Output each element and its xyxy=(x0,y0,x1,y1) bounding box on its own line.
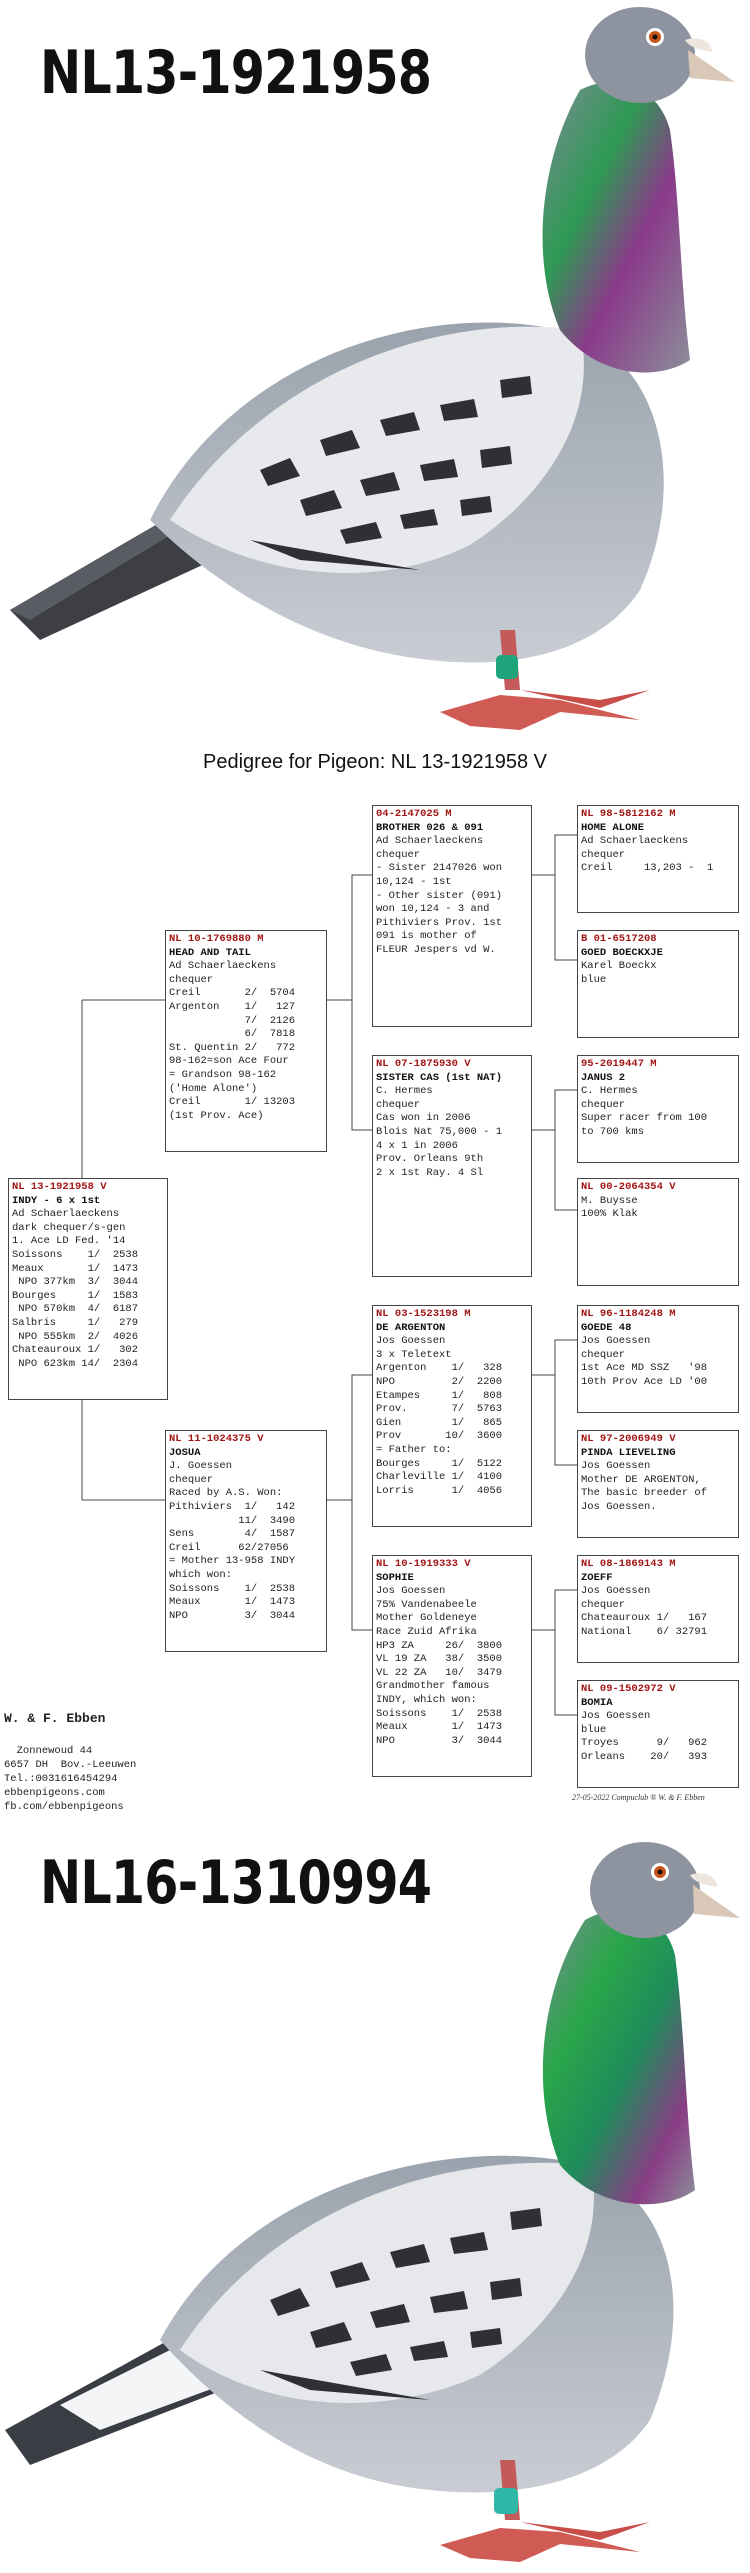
sire-dam-ring-number: NL 07-1875930 V xyxy=(376,1058,471,1070)
subject-name: INDY - 6 x 1st xyxy=(12,1194,101,1207)
pedigree-box-sire-sire xyxy=(372,805,532,1027)
pedigree-box-sdd xyxy=(577,1178,739,1286)
pigeon2-ring-title: NL16-1310994 xyxy=(40,1848,432,1918)
sss-name: HOME ALONE xyxy=(581,821,645,834)
dsd-name: PINDA LIEVELING xyxy=(581,1446,676,1459)
subject-ring-number: NL 13-1921958 V xyxy=(12,1181,107,1193)
sire-name: HEAD AND TAIL xyxy=(169,946,251,959)
breeder-contact: Zonnewoud 44 6657 DH Bov.-Leeuwen Tel.:0031616454294 ebbenpigeons.com fb.com/ebbenpigeons xyxy=(4,1745,137,1813)
sds-ring-number: 95-2019447 M xyxy=(581,1058,657,1070)
ddd-details: Jos Goessen blue Troyes 9/ 962 Orleans 20/ 393 xyxy=(581,1710,708,1763)
pedigree-box-dam-sire xyxy=(372,1305,532,1527)
pedigree-box-sire xyxy=(165,930,327,1152)
ssd-name: GOED BOECKXJE xyxy=(581,946,663,959)
sds-details: C. Hermes chequer Super racer from 100 to 700 kms xyxy=(581,1085,708,1138)
dam-details: J. Goessen chequer Raced by A.S. Won: Pithiviers 1/ 142 11/ 3490 Sens 4/ 1587 Creil 62/27056 = Mother 13-958 INDY which won: Soissons 1/ 2538 Meaux 1/ 1473 NPO 3/ 3044 xyxy=(169,1460,296,1622)
sds-name: JANUS 2 xyxy=(581,1071,626,1084)
dam-sire-details: Jos Goessen 3 x Teletext Argenton 1/ 328 NPO 2/ 2200 Etampes 1/ 808 Prov. 7/ 5763 Gien 1/ 865 Prov 10/ 3600 = Father to: Bourges 1/ 5122 Charleville 1/ 4100 Lorris 1/ 4056 xyxy=(376,1335,503,1497)
pedigree-box-sds xyxy=(577,1055,739,1163)
pedigree-title: Pedigree for Pigeon: NL 13-1921958 V xyxy=(203,751,547,773)
dam-sire-ring-number: NL 03-1523198 M xyxy=(376,1308,471,1320)
sdd-details: M. Buysse 100% Klak xyxy=(581,1194,638,1221)
sire-sire-name: BROTHER 026 & 091 xyxy=(376,821,484,834)
pedigree-box-dam xyxy=(165,1430,327,1652)
pedigree-box-dam-dam xyxy=(372,1555,532,1777)
sire-dam-details: C. Hermes chequer Cas won in 2006 Blois Nat 75,000 - 1 4 x 1 in 2006 Prov. Orleans 9th 2 x 1st Ray. 4 Sl xyxy=(376,1085,503,1179)
dam-sire-name: DE ARGENTON xyxy=(376,1321,446,1334)
sire-details: Ad Schaerlaeckens chequer Creil 2/ 5704 Argenton 1/ 127 7/ 2126 6/ 7818 St. Quentin 2/ 772 98-162=son Ace Four = Grandson 98-162 ('Home Alone') Creil 1/ 13203 (1st Prov. Ace) xyxy=(169,960,296,1122)
pedigree-box-sire-dam xyxy=(372,1055,532,1277)
sdd-ring-number: NL 00-2064354 V xyxy=(581,1181,676,1193)
sire-ring-number: NL 10-1769880 M xyxy=(169,933,264,945)
dss-details: Jos Goessen chequer 1st Ace MD SSZ '98 10th Prov Ace LD '00 xyxy=(581,1335,708,1388)
ddd-name: BOMIA xyxy=(581,1696,613,1709)
sss-ring-number: NL 98-5812162 M xyxy=(581,808,676,820)
dds-details: Jos Goessen chequer Chateauroux 1/ 167 National 6/ 32791 xyxy=(581,1585,708,1638)
dam-dam-ring-number: NL 10-1919333 V xyxy=(376,1558,471,1570)
print-footer: 27-05-2022 Compuclub ® W. & F. Ebben xyxy=(572,1793,705,1802)
breeder-name: W. & F. Ebben xyxy=(4,1711,106,1726)
dam-name: JOSUA xyxy=(169,1446,201,1459)
pigeon2-photo xyxy=(0,1820,750,2573)
pedigree-box-sss xyxy=(577,805,739,913)
dsd-ring-number: NL 97-2006949 V xyxy=(581,1433,676,1445)
dss-name: GOEDE 48 xyxy=(581,1321,632,1334)
ssd-details: Karel Boeckx blue xyxy=(581,960,657,986)
pedigree-box-ddd xyxy=(577,1680,739,1788)
dam-dam-name: SOPHIE xyxy=(376,1571,414,1584)
pedigree-box-ssd xyxy=(577,930,739,1038)
sire-sire-details: Ad Schaerlaeckens chequer - Sister 2147026 won 10,124 - 1st - Other sister (091) won 10,124 - 3 and Pithiviers Prov. 1st 091 is mother of FLEUR Jespers vd W. xyxy=(376,835,503,956)
ddd-ring-number: NL 09-1502972 V xyxy=(581,1683,676,1695)
dds-ring-number: NL 08-1869143 M xyxy=(581,1558,676,1570)
sire-sire-ring-number: 04-2147025 M xyxy=(376,808,452,820)
dds-name: ZOEFF xyxy=(581,1571,613,1584)
dss-ring-number: NL 96-1184248 M xyxy=(581,1308,676,1320)
pigeon1-ring-title: NL13-1921958 xyxy=(40,38,432,108)
pedigree-box-subject xyxy=(8,1178,168,1400)
pedigree-box-dsd xyxy=(577,1430,739,1538)
dam-ring-number: NL 11-1024375 V xyxy=(169,1433,264,1445)
sire-dam-name: SISTER CAS (1st NAT) xyxy=(376,1071,503,1084)
dam-dam-details: Jos Goessen 75% Vandenabeele Mother Goldeneye Race Zuid Afrika HP3 ZA 26/ 3800 VL 19 ZA 38/ 3500 VL 22 ZA 10/ 3479 Grandmother famous INDY, which won: Soissons 1/ 2538 Meaux 1/ 1473 NPO 3/ 3044 xyxy=(376,1585,503,1747)
sss-details: Ad Schaerlaeckens chequer Creil 13,203 - 1 xyxy=(581,835,714,875)
ssd-ring-number: B 01-6517208 xyxy=(581,933,657,945)
pedigree-box-dss xyxy=(577,1305,739,1413)
dsd-details: Jos Goessen Mother DE ARGENTON, The basic breeder of Jos Goessen. xyxy=(581,1460,708,1513)
subject-details: Ad Schaerlaeckens dark chequer/s-gen 1. Ace LD Fed. '14 Soissons 1/ 2538 Meaux 1/ 1473 NPO 377km 3/ 3044 Bourges 1/ 1583 NPO 570km 4/ 6187 Salbris 1/ 279 NPO 555km 2/ 4026 Chateauroux 1/ 302 NPO 623km 14/ 2304 xyxy=(12,1208,139,1370)
breeder-info xyxy=(4,1684,136,1814)
pedigree-box-dds xyxy=(577,1555,739,1663)
